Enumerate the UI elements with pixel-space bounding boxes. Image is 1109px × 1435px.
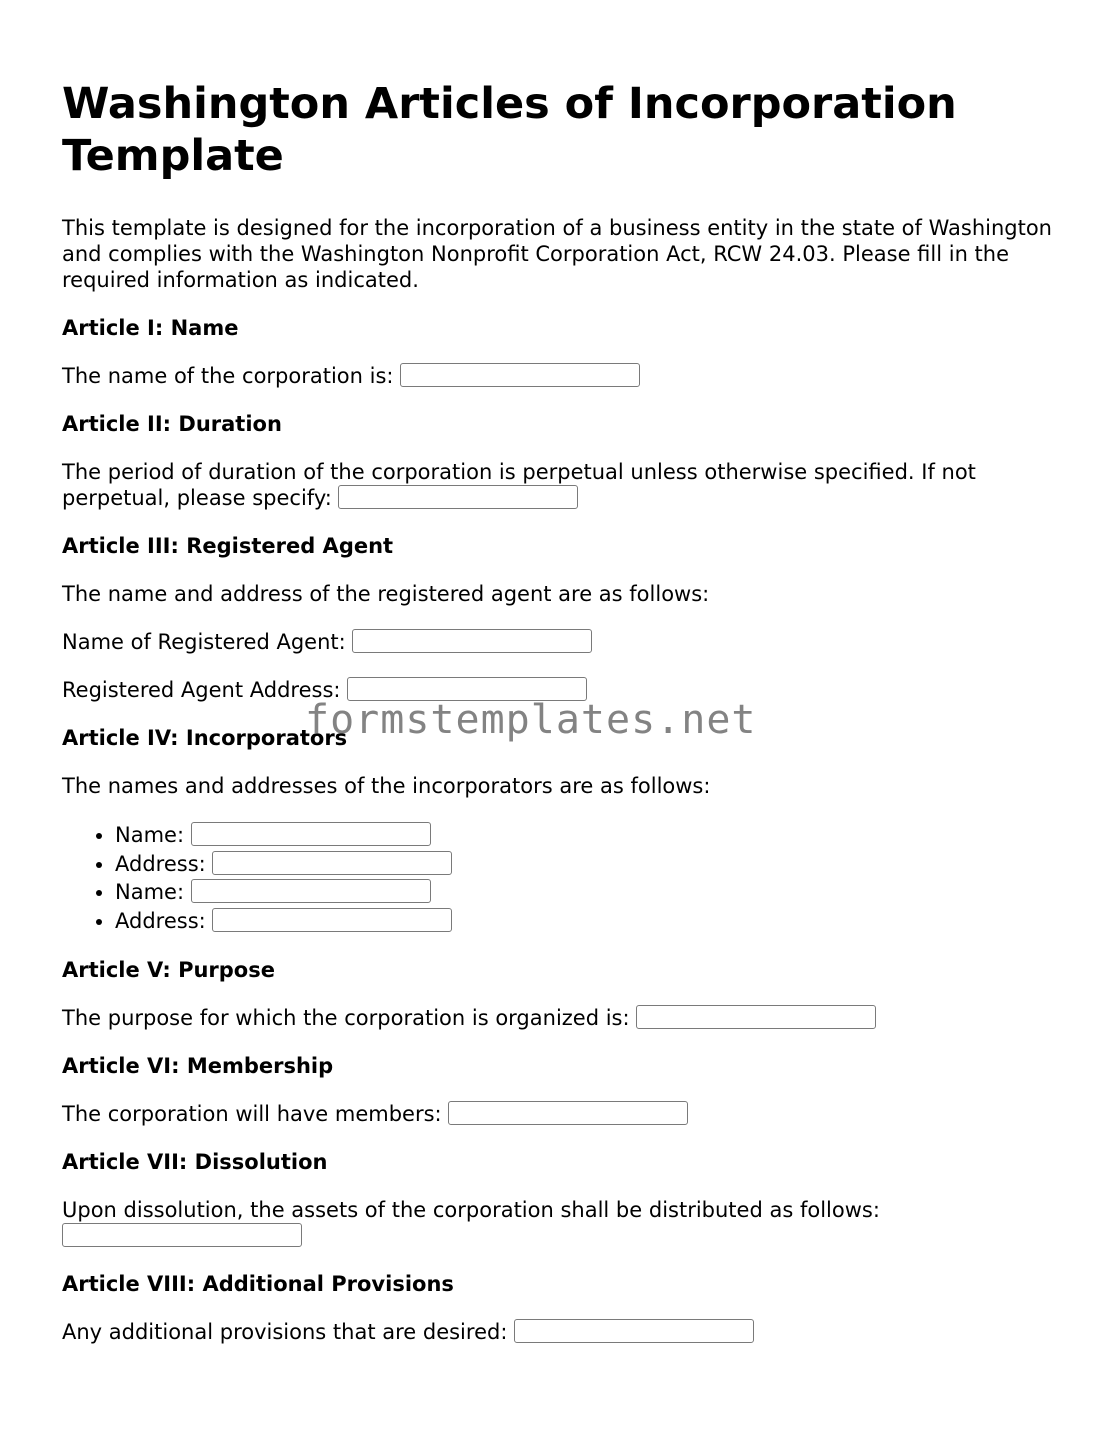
agent-name-input[interactable]: [352, 629, 592, 653]
article-2-line: [62, 459, 1052, 511]
page-title: Washington Articles of Incorporation Template: [62, 79, 957, 181]
incorporator-2-name-label: Name:: [115, 880, 185, 904]
article-3-heading: Article III: Registered Agent: [62, 534, 394, 558]
registered-agent-intro: The name and address of the registered agent are as follows:: [62, 582, 710, 606]
article-1-heading: Article I: Name: [62, 316, 239, 340]
intro-paragraph: This template is designed for the incorporation of a business entity in the state of Washington and complies with the Washington Nonprofit Corporation Act, RCW 24.03. Please fill in the required information as indicated.: [62, 216, 1052, 292]
incorporator-1-address-label: Address:: [115, 851, 206, 876]
additional-provisions-label: Any additional provisions that are desired:: [62, 1320, 508, 1344]
purpose-input[interactable]: [636, 1005, 876, 1029]
agent-address-input[interactable]: [347, 677, 587, 701]
article-1-line: [62, 363, 1052, 389]
list-item: [115, 821, 1052, 850]
duration-input[interactable]: [338, 485, 578, 509]
list-item: [115, 878, 1052, 907]
incorporator-2-address-label: Address:: [115, 908, 206, 933]
agent-address-line: [62, 677, 1052, 703]
article-6-heading: Article VI: Membership: [62, 1054, 334, 1078]
article-8-heading: Article VIII: Additional Provisions: [62, 1272, 454, 1296]
dissolution-line: [62, 1197, 1052, 1249]
incorporator-1-name-input[interactable]: [191, 822, 431, 846]
membership-line: [62, 1101, 1052, 1127]
agent-name-label: Name of Registered Agent:: [62, 630, 346, 654]
incorporator-2-address-input[interactable]: [212, 908, 452, 932]
duration-label: The period of duration of the corporation is perpetual unless otherwise specified. If not perpetual, please specify:: [62, 460, 976, 510]
document: [62, 78, 1052, 1367]
agent-name-line: [62, 629, 1052, 655]
incorporators-list: [62, 821, 1052, 935]
incorporators-intro: The names and addresses of the incorporators are as follows:: [62, 774, 711, 798]
corporation-name-label: The name of the corporation is:: [62, 364, 394, 388]
list-item: [115, 850, 1052, 879]
dissolution-label: Upon dissolution, the assets of the corporation shall be distributed as follows:: [62, 1198, 880, 1222]
additional-provisions-line: [62, 1319, 1052, 1345]
membership-label: The corporation will have members:: [62, 1102, 442, 1126]
article-2-heading: Article II: Duration: [62, 412, 282, 436]
agent-address-label: Registered Agent Address:: [62, 678, 341, 702]
list-item: [115, 907, 1052, 936]
watermark: formstemplates.net: [305, 697, 757, 743]
membership-input[interactable]: [448, 1101, 688, 1125]
dissolution-input[interactable]: [62, 1223, 302, 1247]
incorporator-1-name-label: Name:: [115, 823, 185, 847]
incorporator-2-name-input[interactable]: [191, 879, 431, 903]
incorporator-1-address-input[interactable]: [212, 851, 452, 875]
corporation-name-input[interactable]: [400, 363, 640, 387]
purpose-line: [62, 1005, 1052, 1031]
article-5-heading: Article V: Purpose: [62, 958, 275, 982]
additional-provisions-input[interactable]: [514, 1319, 754, 1343]
article-7-heading: Article VII: Dissolution: [62, 1150, 328, 1174]
article-4-heading: Article IV: Incorporators: [62, 726, 348, 750]
purpose-label: The purpose for which the corporation is organized is:: [62, 1006, 630, 1030]
